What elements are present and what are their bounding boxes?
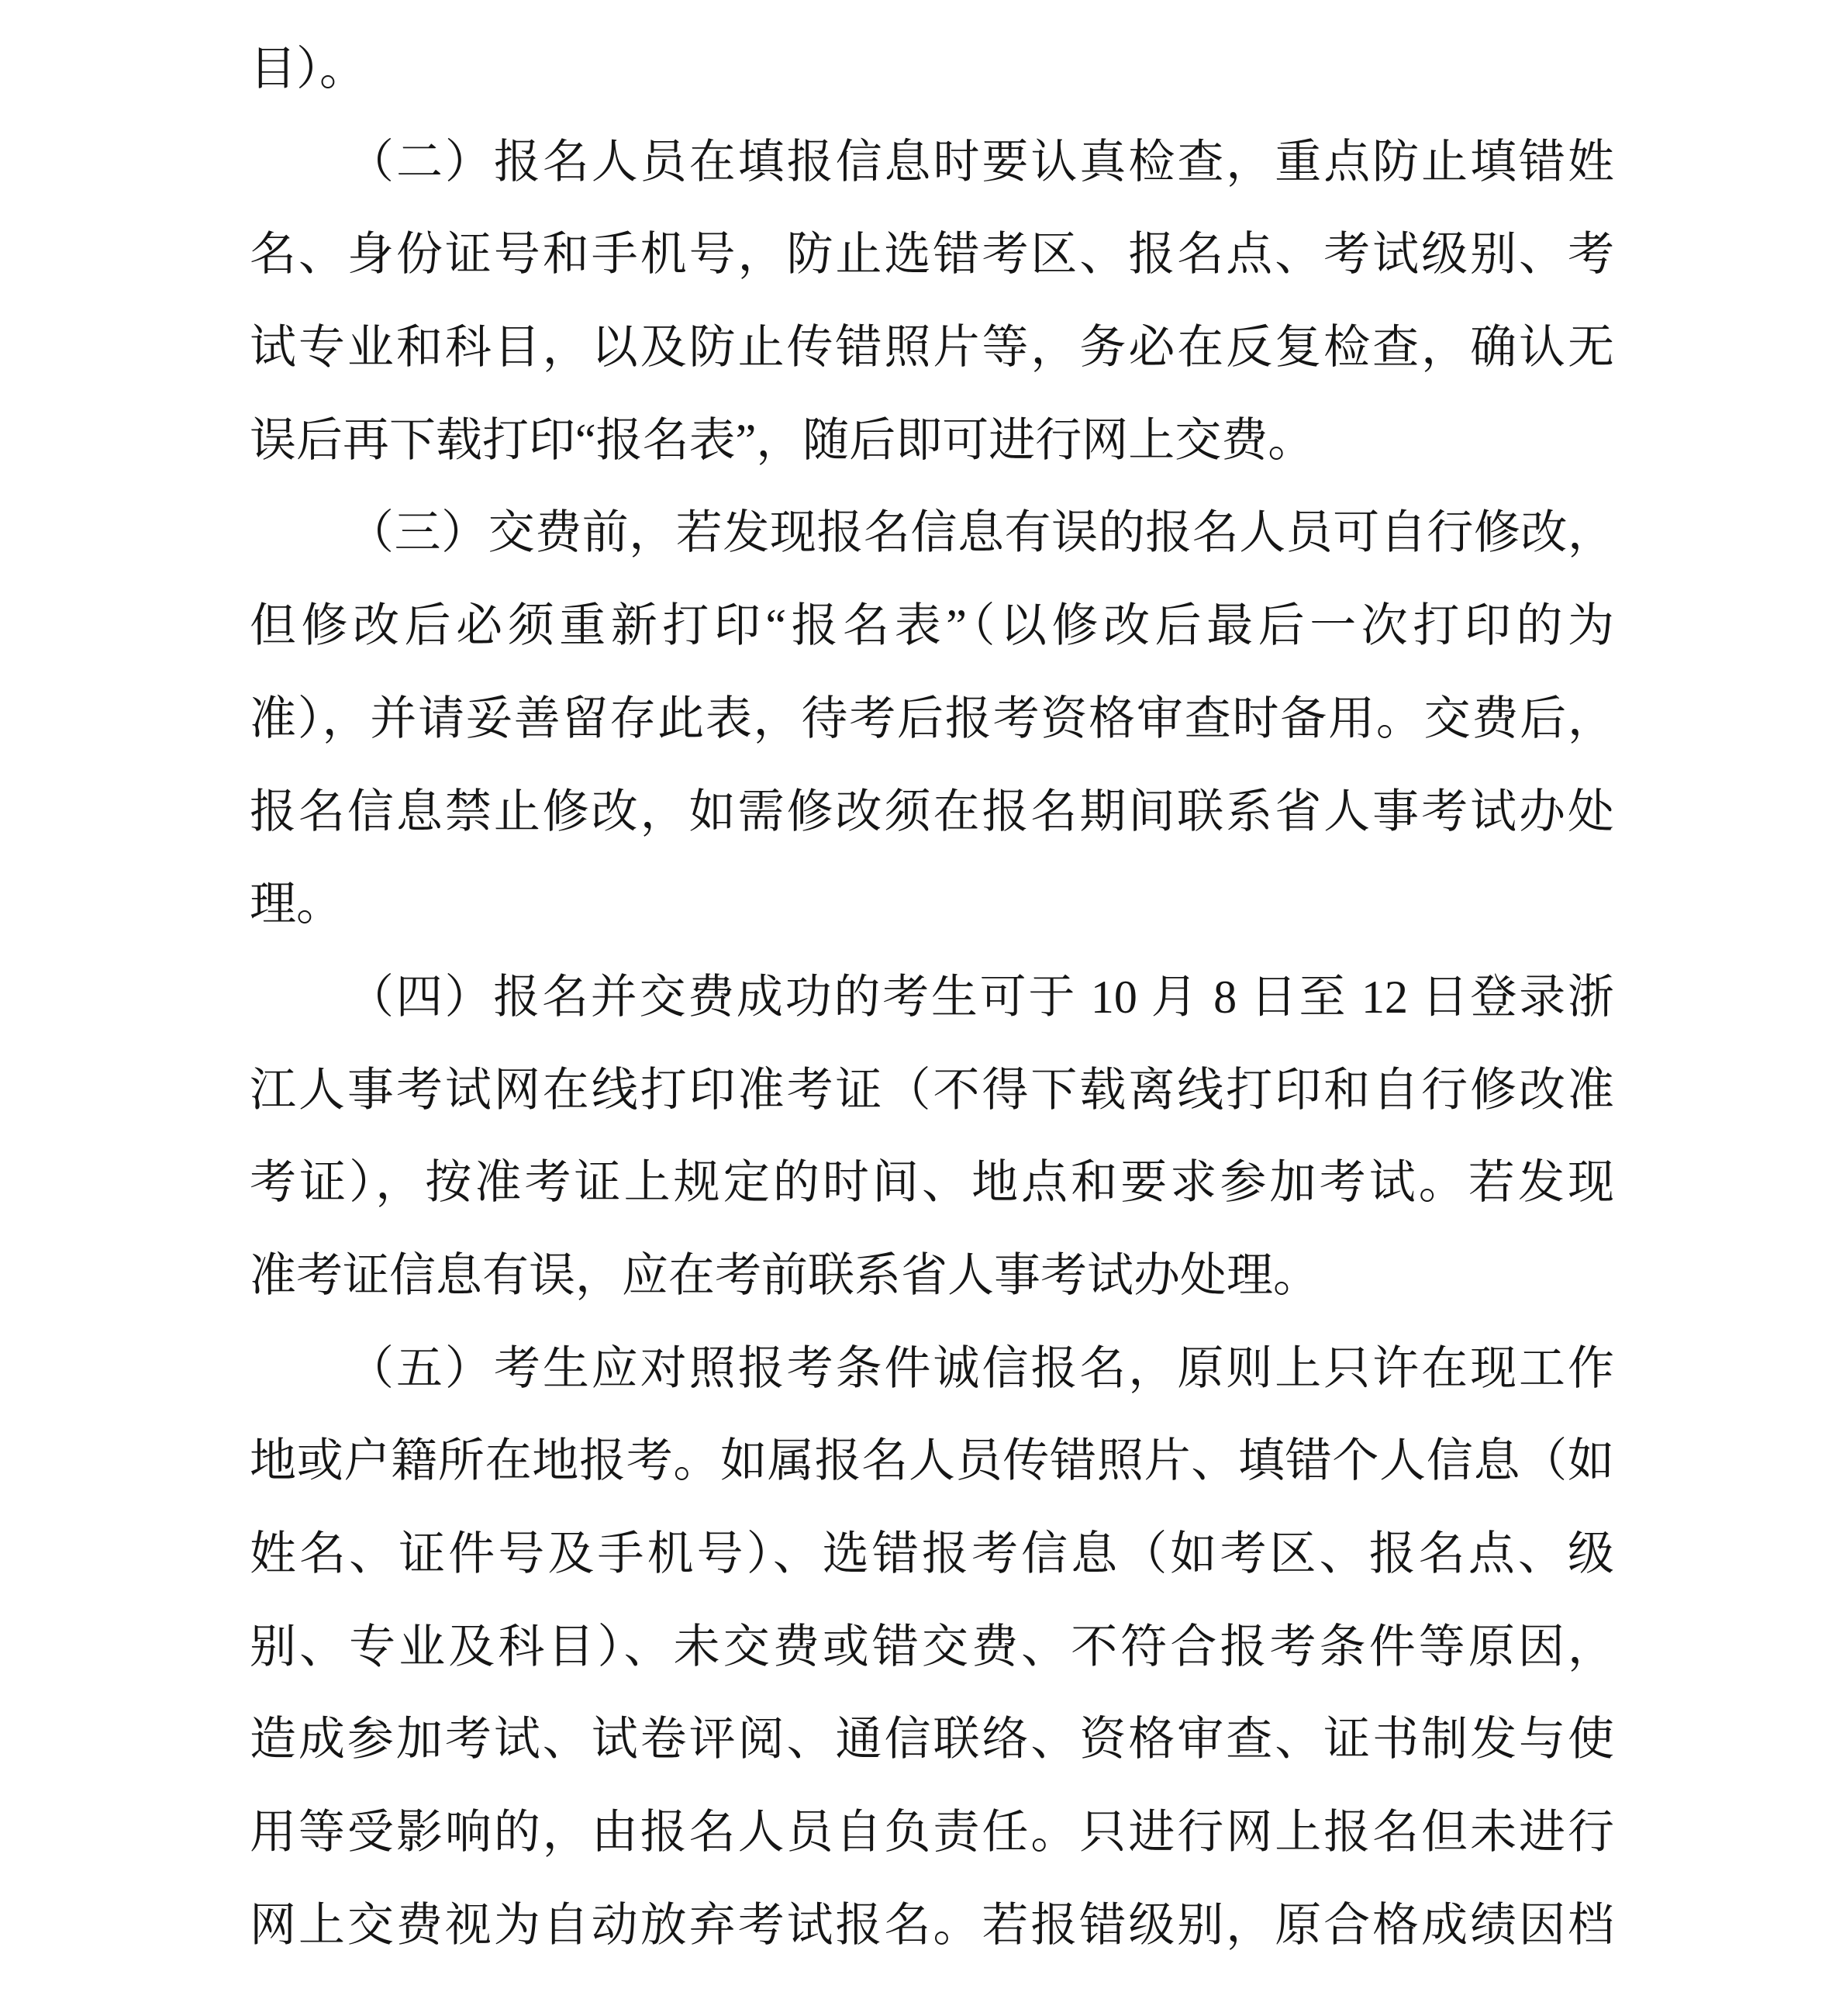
text-line-13: 考证），按准考证上规定的时间、地点和要求参加考试。若发现 [250, 1157, 1614, 1209]
text-line-7: 但修改后必须重新打印“报名表”（以修改后最后一次打印的为 [250, 600, 1614, 652]
text-line-11: （四）报名并交费成功的考生可于 10 月 8 日至 12 日登录浙 [347, 971, 1614, 1023]
text-line-3: 名、身份证号和手机号，防止选错考区、报名点、考试级别、考 [250, 229, 1614, 281]
text-line-8: 准），并请妥善留存此表，待考后报考资格审查时备用。交费后， [250, 692, 1614, 744]
text-line-6: （三）交费前，若发现报名信息有误的报名人员可自行修改， [347, 507, 1614, 559]
document-text-block [250, 23, 1614, 1972]
text-line-12: 江人事考试网在线打印准考证（不得下载离线打印和自行修改准 [250, 1064, 1614, 1116]
text-line-2: （二）报名人员在填报信息时要认真检查，重点防止填错姓 [347, 136, 1614, 188]
text-line-17: 姓名、证件号及手机号）、选错报考信息（如考区、报名点、级 [250, 1528, 1614, 1579]
text-line-20: 用等受影响的，由报名人员自负责任。只进行网上报名但未进行 [250, 1807, 1614, 1859]
text-line-18: 别、专业及科目）、未交费或错交费、不符合报考条件等原因， [250, 1621, 1614, 1673]
text-line-10: 理。 [250, 879, 343, 930]
text-line-9: 报名信息禁止修改，如需修改须在报名期间联系省人事考试办处 [250, 785, 1614, 837]
text-line-1: 目）。 [250, 43, 366, 95]
text-line-14: 准考证信息有误，应在考前联系省人事考试办处理。 [250, 1249, 1320, 1301]
text-line-5: 误后再下载打印“报名表”，随后即可进行网上交费。 [250, 414, 1315, 466]
text-line-16: 地或户籍所在地报考。如属报名人员传错照片、填错个人信息（如 [250, 1435, 1614, 1487]
text-line-19: 造成参加考试、试卷评阅、通信联络、资格审查、证书制发与使 [250, 1714, 1614, 1766]
text-line-21: 网上交费视为自动放弃考试报名。若报错级别，原合格成绩因档 [250, 1899, 1614, 1951]
text-line-15: （五）考生应对照报考条件诚信报名，原则上只许在现工作 [347, 1342, 1614, 1394]
text-line-4: 试专业和科目，以及防止传错照片等，务必在反复检查，确认无 [250, 322, 1614, 374]
